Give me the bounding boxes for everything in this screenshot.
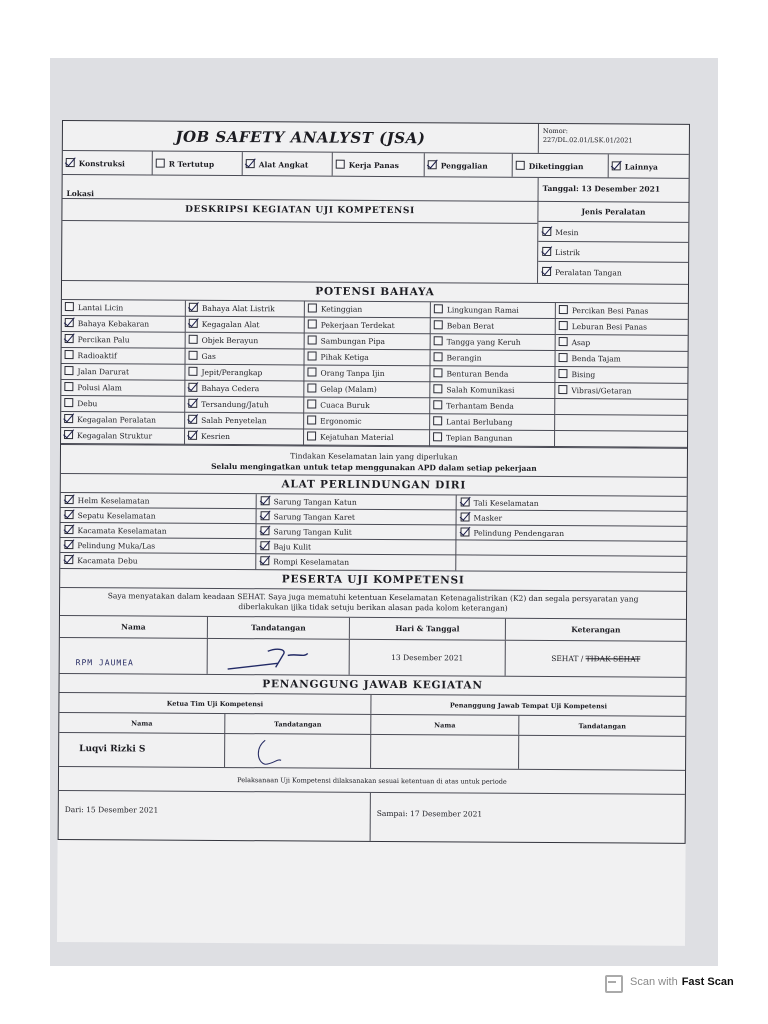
- checkbox-hazard-item-25: [64, 382, 73, 391]
- jsa-form: [58, 120, 690, 844]
- hazard-item-30: [61, 396, 185, 413]
- header-nama: Nama: [60, 616, 208, 638]
- pelaksanaan-text: Pelaksanaan Uji Kompetensi dilaksanakan sesuai ketentuan di atas untuk periode: [237, 776, 507, 786]
- hazard-item-label: Terhantam Benda: [446, 401, 514, 411]
- hazard-item-label: Percikan Besi Panas: [571, 306, 649, 316]
- checkbox-work-type-1: [156, 159, 165, 168]
- apd-item-12: [60, 553, 256, 569]
- hazard-item-label: Lantai Berlubang: [446, 417, 513, 427]
- nomor-value: 227/DL.02.01/LSK.01/2021: [542, 135, 633, 145]
- header-tandatangan: Tandatangan: [208, 617, 350, 639]
- checkbox-hazard-item-9: [559, 321, 568, 330]
- tindakan-note: Selalu mengingatkan untuk tetap menggunakan APD dalam setiap pekerjaan: [211, 461, 537, 473]
- tanggal-text: Tanggal: 13 Desember 2021: [539, 178, 689, 203]
- keterangan-tidak-sehat: TIDAK SEHAT: [585, 654, 641, 664]
- apd-item-9: [60, 538, 256, 554]
- hazard-item-37: [304, 413, 430, 430]
- hazard-item-label: Tepian Bangunan: [446, 433, 513, 443]
- hazard-item-label: Salah Penyetelan: [201, 415, 267, 426]
- hazard-item-19: [556, 351, 688, 368]
- lokasi-deskripsi-block: [62, 175, 689, 285]
- work-type-4: Penggalian: [425, 153, 513, 177]
- peserta-nama: RPM JAUMEA: [75, 658, 134, 668]
- hazard-item-41: [185, 429, 304, 446]
- form-title: JOB SAFETY ANALYST (JSA): [175, 127, 426, 147]
- checkbox-hazard-item-27: [307, 384, 316, 393]
- checkbox-hazard-item-17: [308, 352, 317, 361]
- checkbox-hazard-item-10: [65, 334, 74, 343]
- hazard-item-44: [555, 431, 687, 448]
- hazard-item-33: [430, 398, 555, 415]
- checkbox-hazard-item-3: [434, 304, 443, 313]
- checkbox-hazard-item-23: [433, 368, 442, 377]
- checkbox-hazard-item-29: [558, 385, 567, 394]
- scanned-paper: [50, 58, 718, 966]
- pj-row: [59, 733, 685, 771]
- apd-item-label: Sarung Tangan Kulit: [273, 527, 352, 537]
- hazard-item-label: Pihak Ketiga: [320, 352, 369, 362]
- peserta-title: PESERTA UJI KOMPETENSI: [281, 573, 465, 587]
- checkbox-work-type-2: [246, 159, 255, 168]
- hazard-item-35: [61, 412, 185, 429]
- checkbox-hazard-item-6: [189, 319, 198, 328]
- checkbox-apd-item-8: [460, 527, 469, 536]
- hazard-item-14: [556, 335, 688, 352]
- scan-watermark: [604, 972, 734, 992]
- hazard-item-label: Polusi Alam: [77, 383, 122, 393]
- scan-brand: Fast Scan: [681, 976, 734, 988]
- apd-item-13: [256, 554, 456, 570]
- hazard-item-43: [430, 430, 555, 447]
- checkbox-apd-item-13: [260, 556, 269, 565]
- checkbox-apd-item-3: [65, 510, 74, 519]
- apd-item-label: Baju Kulit: [273, 542, 312, 552]
- hazard-item-label: Vibrasi/Getaran: [571, 386, 632, 396]
- checkbox-hazard-item-43: [433, 432, 442, 441]
- hazard-item-22: [304, 365, 430, 382]
- apd-title: ALAT PERLINDUNGAN DIRI: [281, 478, 467, 492]
- checkbox-peralatan-2: [542, 267, 551, 276]
- peserta-tanggal: 13 Desember 2021: [350, 640, 506, 676]
- ketua-nama: Luqvi Rizki S: [59, 733, 225, 767]
- apd-item-1: [257, 494, 457, 510]
- apd-item-11: [456, 540, 686, 556]
- apd-item-2: [457, 495, 687, 511]
- work-type-1: R Tertutup: [153, 152, 243, 176]
- periode-row: [59, 791, 685, 843]
- hazard-item-0: [62, 300, 186, 317]
- peserta-row: [60, 638, 686, 678]
- apd-item-label: Tali Keselamatan: [473, 498, 539, 508]
- sehat-statement: Saya menyatakan dalam keadaan SEHAT. Saya juga mematuhi ketentuan Keselamatan Ketenagalistrikan (K2) dan segala persyaratan yang diberlakukan ijika tidak setuju berikan alasan pada kolom keterangan): [107, 591, 639, 613]
- checkbox-hazard-item-16: [189, 351, 198, 360]
- hazard-item-34: [555, 399, 687, 416]
- hazard-item-label: Cuaca Buruk: [320, 400, 370, 410]
- hazard-item-label: Kesrien: [201, 431, 231, 442]
- checkbox-hazard-item-38: [433, 416, 442, 425]
- hazard-item-label: Objek Berayun: [201, 335, 259, 346]
- hazard-item-label: Debu: [77, 399, 98, 409]
- checkbox-hazard-item-11: [189, 335, 198, 344]
- apd-item-5: [457, 510, 687, 526]
- hazard-item-label: Ketinggian: [320, 304, 363, 314]
- hazard-item-31: [185, 397, 304, 414]
- checkbox-hazard-item-26: [188, 383, 197, 392]
- ketua-signature-drawing: [225, 734, 371, 768]
- hazard-item-label: Lantai Licin: [77, 303, 124, 313]
- checkbox-hazard-item-32: [307, 400, 316, 409]
- hazard-item-40: [61, 428, 185, 445]
- apd-item-10: [256, 539, 456, 555]
- checkbox-work-type-5: [516, 161, 525, 170]
- checkbox-hazard-item-22: [307, 368, 316, 377]
- hazard-item-9: [556, 319, 688, 336]
- deskripsi-title: DESKRIPSI KEGIATAN UJI KOMPETENSI: [62, 199, 537, 224]
- hazard-item-label: Sambungan Pipa: [320, 336, 386, 346]
- checkbox-apd-item-9: [64, 540, 73, 549]
- hazard-item-16: [186, 349, 305, 366]
- jenis-peralatan-title: Jenis Peralatan: [538, 202, 688, 223]
- checkbox-hazard-item-13: [434, 336, 443, 345]
- hazard-item-11: [186, 333, 305, 350]
- checkbox-hazard-item-40: [64, 430, 73, 439]
- checkbox-apd-item-0: [65, 495, 74, 504]
- header-keterangan: Keterangan: [571, 625, 621, 635]
- hazard-item-label: Beban Berat: [446, 321, 495, 331]
- hazard-item-18: [431, 350, 556, 367]
- checkbox-hazard-item-24: [558, 369, 567, 378]
- keterangan-sehat: SEHAT: [551, 653, 579, 664]
- work-type-0: Konstruksi: [63, 151, 153, 175]
- apd-grid: [60, 493, 686, 572]
- hazard-item-label: Lingkungan Ramai: [446, 305, 519, 315]
- hazard-item-28: [430, 382, 555, 399]
- hazard-item-27: [304, 381, 430, 398]
- checkbox-hazard-item-33: [433, 400, 442, 409]
- hazard-item-label: Benturan Benda: [446, 369, 509, 379]
- apd-item-8: [456, 525, 686, 541]
- ketua-tim-title: Ketua Tim Uji Kompetensi: [59, 693, 371, 714]
- checkbox-hazard-item-14: [559, 337, 568, 346]
- checkbox-hazard-item-41: [188, 431, 197, 440]
- pj-tempat-nama: [371, 735, 519, 769]
- hazard-item-label: Gelap (Malam): [320, 384, 377, 394]
- hazard-item-32: [304, 397, 430, 414]
- apd-item-4: [257, 509, 457, 525]
- checkbox-hazard-item-2: [308, 304, 317, 313]
- checkbox-peralatan-1: [542, 247, 551, 256]
- apd-item-label: Masker: [473, 513, 503, 523]
- hazard-item-20: [61, 364, 185, 381]
- apd-item-label: Pelindung Muka/Las: [77, 541, 156, 551]
- hazard-item-10: [62, 332, 186, 349]
- checkbox-apd-item-10: [260, 541, 269, 550]
- checkbox-hazard-item-20: [64, 366, 73, 375]
- checkbox-hazard-item-4: [559, 305, 568, 314]
- hazard-item-3: [431, 302, 556, 319]
- hazard-item-4: [556, 303, 688, 320]
- checkbox-hazard-item-5: [65, 318, 74, 327]
- checkbox-work-type-6: [612, 161, 621, 170]
- hazard-item-12: [305, 333, 431, 350]
- checkbox-hazard-item-1: [189, 303, 198, 312]
- checkbox-apd-item-7: [260, 526, 269, 535]
- checkbox-apd-item-12: [64, 555, 73, 564]
- checkbox-work-type-3: [336, 160, 345, 169]
- checkbox-apd-item-4: [261, 511, 270, 520]
- apd-item-label: Sepatu Keselamatan: [77, 511, 156, 521]
- work-type-5: Diketinggian: [513, 154, 609, 178]
- checkbox-peralatan-0: [542, 227, 551, 236]
- peserta-keterangan: [506, 641, 686, 677]
- hazard-item-label: Berangin: [446, 353, 482, 363]
- pj-header-nama-1: Nama: [59, 713, 225, 733]
- checkbox-hazard-item-19: [559, 353, 568, 362]
- hazard-item-label: Kegagalan Struktur: [77, 431, 153, 441]
- checkbox-hazard-item-28: [433, 384, 442, 393]
- checkbox-hazard-item-30: [64, 398, 73, 407]
- peralatan-item-0: Mesin: [538, 222, 688, 243]
- hazard-item-21: [185, 365, 304, 382]
- apd-item-label: Sarung Tangan Karet: [273, 512, 355, 522]
- apd-item-label: Helm Keselamatan: [77, 496, 150, 506]
- hazard-item-29: [555, 383, 687, 400]
- hazard-item-label: Benda Tajam: [571, 354, 621, 364]
- hazard-item-label: Bahaya Cedera: [201, 383, 260, 394]
- checkbox-hazard-item-37: [307, 416, 316, 425]
- lokasi-label: Lokasi: [66, 189, 94, 199]
- hazard-item-25: [61, 380, 185, 397]
- apd-item-6: [60, 523, 256, 539]
- hazard-item-label: Orang Tanpa Ijin: [320, 368, 385, 378]
- apd-item-0: [61, 493, 257, 509]
- checkbox-apd-item-5: [461, 512, 470, 521]
- hazard-item-label: Bahaya Alat Listrik: [201, 303, 275, 314]
- penanggung-title: PENANGGUNG JAWAB KEGIATAN: [262, 678, 483, 692]
- hazard-item-label: Asap: [571, 338, 591, 348]
- checkbox-work-type-4: [428, 160, 437, 169]
- apd-item-3: [61, 508, 257, 524]
- hazard-item-label: Jepit/Perangkap: [201, 367, 263, 378]
- apd-item-14: [456, 555, 686, 571]
- checkbox-hazard-item-36: [188, 415, 197, 424]
- peralatan-item-2: Peralatan Tangan: [538, 262, 688, 284]
- hazard-item-label: Kegagalan Alat: [201, 319, 260, 330]
- checkbox-apd-item-2: [461, 497, 470, 506]
- hazard-item-24: [555, 367, 687, 384]
- keterangan-separator: /: [580, 654, 584, 664]
- hazard-item-label: Jalan Darurat: [77, 367, 130, 377]
- checkbox-hazard-item-8: [434, 320, 443, 329]
- form-title-row: [63, 121, 689, 155]
- checkbox-hazard-item-42: [307, 432, 316, 441]
- hazard-item-label: Percikan Palu: [77, 335, 130, 345]
- checkbox-hazard-item-12: [308, 336, 317, 345]
- pj-tempat-ttd: [519, 736, 685, 770]
- hazard-item-38: [430, 414, 555, 431]
- checkbox-apd-item-6: [64, 525, 73, 534]
- hazard-item-39: [555, 415, 687, 432]
- hazard-item-label: Kegagalan Peralatan: [77, 415, 157, 425]
- tindakan-row: [61, 444, 687, 478]
- apd-item-label: Rompi Keselamatan: [273, 557, 350, 567]
- checkbox-work-type-0: [66, 158, 75, 167]
- checkbox-hazard-item-18: [434, 352, 443, 361]
- ketua-signature: [225, 734, 371, 768]
- hazard-item-26: [185, 381, 304, 398]
- hazard-item-6: [186, 317, 305, 334]
- apd-item-label: Sarung Tangan Katun: [273, 497, 357, 507]
- checkbox-hazard-item-31: [188, 399, 197, 408]
- tindakan-label: Tindakan Keselamatan lain yang diperlukan: [290, 451, 458, 462]
- hazard-item-17: [305, 349, 431, 366]
- checkbox-apd-item-1: [261, 496, 270, 505]
- hazard-item-2: [305, 301, 431, 318]
- hazard-item-label: Tangga yang Keruh: [446, 337, 521, 347]
- hazard-item-label: Pekerjaan Terdekat: [320, 320, 395, 331]
- apd-item-label: Kacamata Keselamatan: [77, 526, 167, 536]
- hazard-item-label: Radioaktif: [77, 351, 117, 361]
- hazard-item-36: [185, 413, 304, 430]
- checkbox-hazard-item-7: [308, 320, 317, 329]
- signature-drawing: [208, 639, 350, 675]
- checkbox-hazard-item-0: [65, 302, 74, 311]
- hazard-item-42: [304, 429, 430, 446]
- hazard-item-label: Bahaya Kebakaran: [77, 319, 150, 329]
- apd-item-label: Kacamata Debu: [77, 556, 138, 566]
- deskripsi-area: [62, 221, 537, 283]
- hazard-item-15: [62, 348, 186, 365]
- periode-dari: Dari: 15 Desember 2021: [59, 791, 371, 841]
- penanggung-tempat-title: Penanggung Jawab Tempat Uji Kompetensi: [449, 701, 607, 711]
- hazard-grid: [61, 300, 688, 448]
- scan-icon: [604, 974, 620, 990]
- hazard-item-label: Salah Komunikasi: [446, 385, 515, 395]
- work-type-6: Lainnya: [609, 154, 689, 177]
- hazard-item-label: Bising: [571, 370, 596, 380]
- hazard-item-label: Kejatuhan Material: [320, 432, 394, 443]
- apd-item-label: Pelindung Pendengaran: [473, 528, 565, 539]
- hazard-item-8: [431, 318, 556, 335]
- hazard-item-7: [305, 317, 431, 334]
- nomor-label: Nomor:: [542, 126, 568, 136]
- checkbox-hazard-item-15: [65, 350, 74, 359]
- pj-header-ttd-2: Tandatangan: [578, 722, 627, 731]
- hazard-item-label: Tersandung/Jatuh: [201, 399, 269, 410]
- hazard-item-5: [62, 316, 186, 333]
- checkbox-hazard-item-21: [188, 367, 197, 376]
- pj-header-ttd-1: Tandatangan: [225, 714, 371, 734]
- jsa-form-sheet: [57, 120, 690, 946]
- apd-item-7: [256, 524, 456, 540]
- hazard-item-label: Leburan Besi Panas: [571, 322, 648, 332]
- work-type-2: Alat Angkat: [243, 152, 333, 176]
- header-hari-tanggal: Hari & Tanggal: [350, 618, 506, 640]
- hazard-item-1: [186, 301, 305, 318]
- potensi-title: POTENSI BAHAYA: [315, 285, 435, 299]
- peserta-signature: [208, 639, 350, 675]
- work-type-3: Kerja Panas: [333, 153, 425, 177]
- pj-header-nama-2: Nama: [371, 715, 519, 735]
- hazard-item-13: [431, 334, 556, 351]
- hazard-item-label: Gas: [201, 351, 216, 361]
- checkbox-hazard-item-35: [64, 414, 73, 423]
- hazard-item-label: Ergonomic: [320, 416, 362, 426]
- scan-text: Scan with: [630, 976, 678, 988]
- periode-sampai: Sampai: 17 Desember 2021: [376, 808, 483, 819]
- hazard-item-23: [430, 366, 555, 383]
- peralatan-item-1: Listrik: [538, 242, 688, 263]
